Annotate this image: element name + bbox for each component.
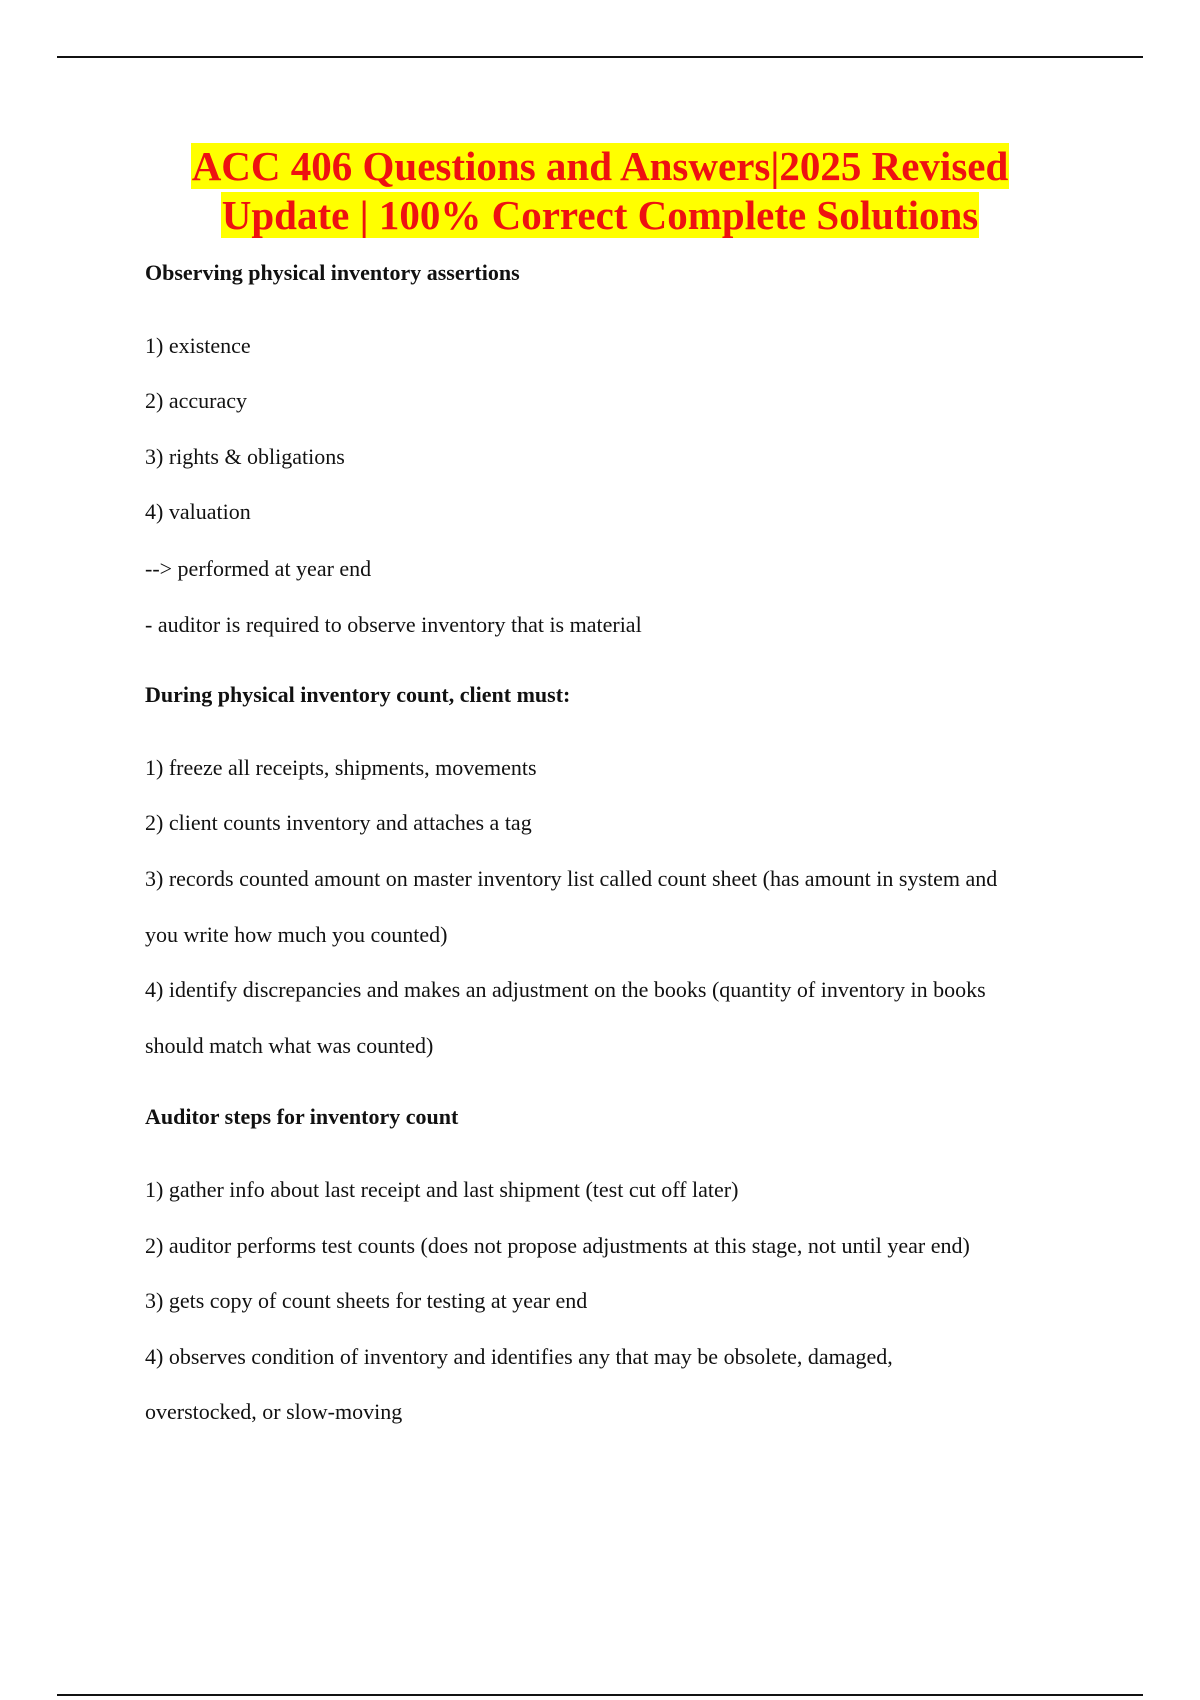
list-item: 2) client counts inventory and attaches a tag [145, 810, 532, 835]
list-item: 2) auditor performs test counts (does not propose adjustments at this stage, not until year end) [145, 1233, 970, 1258]
list-item: 3) rights & obligations [145, 444, 345, 469]
title-line-1: ACC 406 Questions and Answers|2025 Revised [191, 143, 1009, 189]
list-item: 2) accuracy [145, 388, 247, 413]
list-item: overstocked, or slow-moving [145, 1399, 403, 1424]
section-heading: Observing physical inventory assertions [145, 260, 520, 285]
section-heading: Auditor steps for inventory count [145, 1104, 459, 1129]
list-item: you write how much you counted) [145, 922, 448, 947]
list-item: 1) existence [145, 333, 251, 358]
list-item: 1) freeze all receipts, shipments, movements [145, 755, 537, 780]
list-item: --> performed at year end [145, 556, 372, 581]
section-heading: During physical inventory count, client must: [145, 682, 571, 707]
list-item: 4) identify discrepancies and makes an adjustment on the books (quantity of inventory in books [145, 977, 986, 1002]
list-item: - auditor is required to observe inventory that is material [145, 612, 642, 637]
list-item: should match what was counted) [145, 1033, 434, 1058]
list-item: 3) gets copy of count sheets for testing at year end [145, 1288, 588, 1313]
list-item: 4) observes condition of inventory and identifies any that may be obsolete, damaged, [145, 1344, 893, 1369]
list-item: 4) valuation [145, 499, 251, 524]
top-rule [57, 56, 1143, 58]
title-line-2: Update | 100% Correct Complete Solutions [221, 192, 979, 238]
bottom-rule [57, 1694, 1143, 1696]
document-title [60, 142, 1140, 240]
list-item: 3) records counted amount on master inventory list called count sheet (has amount in system and [145, 866, 998, 891]
list-item: 1) gather info about last receipt and last shipment (test cut off later) [145, 1177, 739, 1202]
